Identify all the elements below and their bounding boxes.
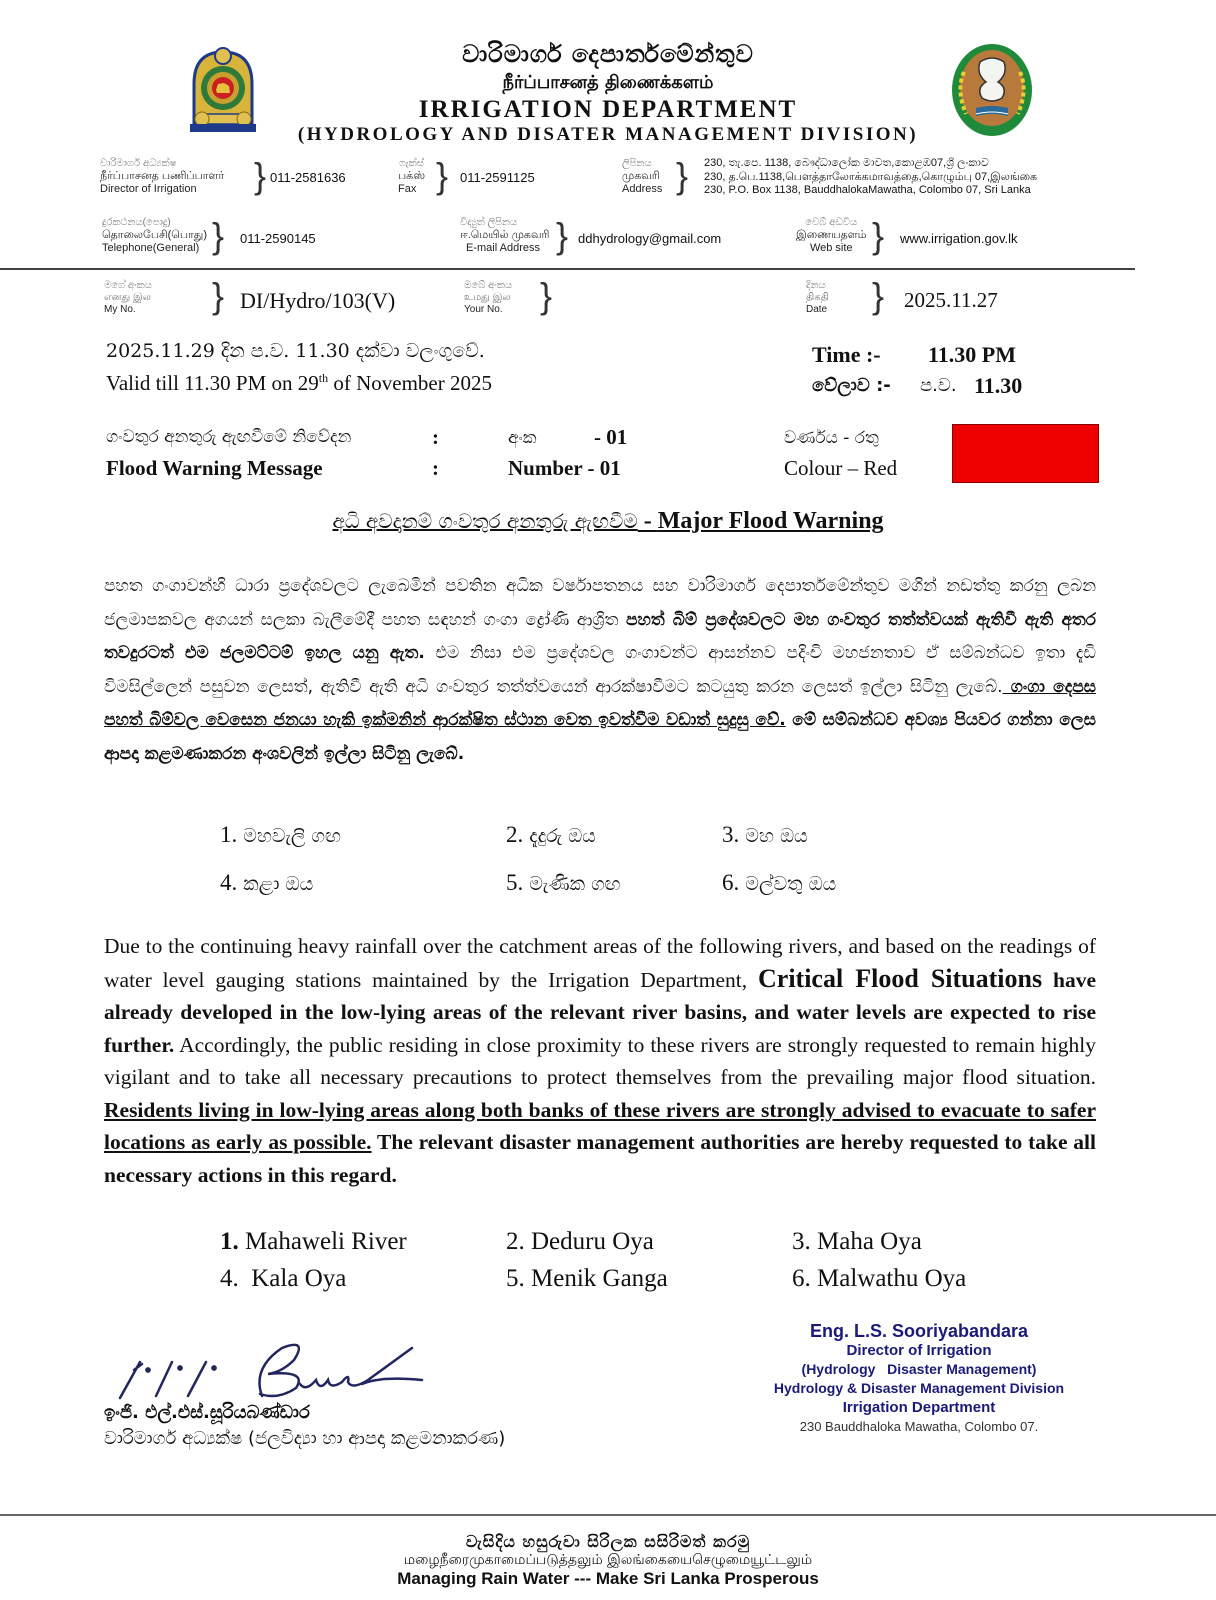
signatory-title-sinhala: වාරිමාර්ග අධ්‍යක්ෂ (ජලවිද්‍යා හා ආපදා කළමනාකරණ) bbox=[104, 1428, 506, 1449]
your-no-label: ඔබේ අංකය உமது இல Your No. bbox=[464, 280, 513, 315]
brace-icon: } bbox=[676, 155, 689, 196]
brace-icon: } bbox=[556, 215, 569, 256]
validity-sinhala: 2025.11.29 දින ප.ව. 11.30 දක්වා වලංගුවේ. bbox=[106, 340, 485, 362]
colon: : bbox=[432, 456, 439, 480]
email-link[interactable]: ddhydrology@gmail.com bbox=[578, 231, 722, 246]
river-si-1: 1. මහවැලි ගඟ bbox=[220, 822, 341, 847]
message-label-si: ගංවතුර අනතුරු ඇඟවීමේ නිවේදන bbox=[106, 427, 352, 447]
fax-label: ෆැක්ස් பக்ஸ் Fax bbox=[398, 158, 426, 195]
time-label-en: Time :- bbox=[812, 342, 881, 367]
brace-icon: } bbox=[212, 215, 225, 256]
official-stamp: Eng. L.S. Sooriyabandara Director of Irrigation (Hydrology Disaster Management) Hydrology & Disaster Management Division Irrigation Department 230 Bauddhaloka Mawatha, Colombo 07. bbox=[773, 1321, 1065, 1434]
warning-title: අධි අවදානම් ගංවතුර අනතුරු ඇඟවීම - Major Flood Warning bbox=[332, 508, 884, 534]
brace-icon: } bbox=[254, 155, 267, 196]
time-value-en: 11.30 PM bbox=[928, 342, 1016, 367]
director-phone: 011-2581636 bbox=[270, 170, 346, 185]
number-en: Number - 01 bbox=[508, 456, 621, 480]
letterhead-title-tamil: நீர்ப்பாசனத் திணைக்களம் bbox=[502, 72, 714, 93]
colour-en: Colour – Red bbox=[784, 456, 898, 480]
letterhead-division: (HYDROLOGY AND DISATER MANAGEMENT DIVISION) bbox=[297, 124, 919, 145]
warning-colour-swatch bbox=[952, 424, 1099, 483]
river-si-4: 4. කළා ඔය bbox=[220, 870, 314, 895]
signatory-name-sinhala: ඉංජි. එල්.එස්.සූරියබණ්ඩාර bbox=[104, 1402, 310, 1423]
river-en-1: 1. Mahaweli River bbox=[220, 1228, 407, 1255]
sinhala-warning-paragraph: පහත ගංගාවන්හි ධාරා ප්‍රදේශවලට ලැබෙමින් පවතින අධික වර්ෂාපතනය සහ වාරිමාර්ග දෙපාර්තමේන්තුව මගින් නඩත්තු කරනු ලබන ජලමාපකවල අගයන් සලකා බැලීමේදී පහත සඳහන් ගංගා ද්‍රෝණි ආශ්‍රිත පහත් බිම් ප්‍රදේශවලට මහ ගංවතුර තත්ත්වයක් ඇතිවී ඇති අතර තවදුරටත් එම ජලමට්ටම් ඉහල යනු ඇත. එම නිසා එම ප්‍රදේශවල ගංගාවන්ට ආසන්නව පදිංචි මහජනතාව ඒ සම්බන්ධව ඉතා දැඩි විමසිල්ලෙන් පසුවන ලෙසත්, ඇතිවී ඇති අධි ගංවතුර තත්ත්වයෙන් ආරක්ෂාවීමට කටයුතු කරන ලෙසත් ඉල්ලා සිටිනු ලැබේ. ගංගා දෙපස පහත් බිම්වල වෙසෙන ජනයා හැකි ඉක්මනින් ආරක්ෂිත ස්ථාන වෙත ඉවත්වීම වඩාත් සුදුසු වේ. මේ සම්බන්ධව අවශ්‍ය පියවර ගන්නා ලෙස ආපදා කළමණාකරන අංශවලින් ඉල්ලා සිටිනු ලැබේ. bbox=[104, 576, 1096, 764]
handwritten-signature-icon bbox=[112, 1340, 432, 1411]
brace-icon: } bbox=[436, 155, 449, 196]
brace-icon: } bbox=[540, 275, 553, 316]
time-value-si: 11.30 bbox=[974, 373, 1023, 398]
footer-slogan-sinhala: වැසිදිය හසුරුවා සිරිලක සසිරිමත් කරමු bbox=[465, 1532, 751, 1551]
telephone-label: දුරකථනය(පොදු) தொலைபேசி(பொது) Telephone(General) bbox=[102, 217, 207, 254]
number-label-si: අංක bbox=[508, 428, 537, 448]
website-label: වෙබ් අඩවිය இணையதளம் Web site bbox=[796, 217, 867, 254]
message-label-en: Flood Warning Message bbox=[106, 456, 323, 480]
letter-date: 2025.11.27 bbox=[904, 288, 998, 312]
river-en-6: 6. Malwathu Oya bbox=[792, 1265, 967, 1292]
director-label: වාරිමාර්ග අධ්‍යක්ෂ நீர்ப்பாசனத பணிப்பாளர் Director of Irrigation bbox=[100, 158, 225, 195]
time-label-si: වේලාව :- bbox=[812, 375, 891, 396]
number-value-si: - 01 bbox=[594, 425, 628, 449]
river-en-5: 5. Menik Ganga bbox=[506, 1265, 668, 1292]
colon: : bbox=[432, 425, 439, 449]
my-no-label: මගේ අංකය எனது இல My No. bbox=[104, 280, 152, 315]
letterhead-title-sinhala: වාරිමාර්ග දෙපාර්තමේන්තුව bbox=[462, 40, 754, 68]
time-prefix-si: ප.ව. bbox=[920, 375, 957, 396]
date-label: දිනය திகதி Date bbox=[806, 280, 829, 315]
river-si-5: 5. මැණික ගඟ bbox=[506, 870, 621, 895]
english-warning-paragraph: Due to the continuing heavy rainfall over the catchment areas of the following rivers, and based on the readings of water level gauging stations maintained by the Irrigation Department, Critical Flood Situations have already developed in the low-lying areas of the relevant river basins, and water levels are expected to rise further. Accordingly, the public residing in close proximity to these rivers are strongly requested to remain highly vigilant and to take all necessary precautions to protect themselves from the prevailing major flood situation. Residents living in low-lying areas along both banks of these rivers are strongly advised to evacuate to safer locations as early as possible. The relevant disaster management authorities are hereby requested to take all necessary actions in this regard. bbox=[104, 934, 1096, 1187]
telephone-number: 011-2590145 bbox=[240, 231, 316, 246]
my-reference-number: DI/Hydro/103(V) bbox=[240, 288, 396, 313]
brace-icon: } bbox=[872, 275, 885, 316]
fax-number: 011-2591125 bbox=[460, 170, 535, 185]
footer-divider bbox=[0, 1514, 1216, 1516]
river-en-4: 4. Kala Oya bbox=[220, 1265, 347, 1292]
brace-icon: } bbox=[872, 215, 885, 256]
river-si-3: 3. මහ ඔය bbox=[722, 822, 808, 847]
email-label: විද්‍යුත් ලිපිනය ஈ.மெயில் முகவரி E-mail Address bbox=[460, 217, 550, 254]
colour-label-si: වර්ණය - රතු bbox=[784, 428, 879, 448]
brace-icon: } bbox=[212, 275, 225, 316]
river-si-6: 6. මල්වතු ඔය bbox=[722, 870, 837, 895]
address-label: ලිපිනය முகவரி Address bbox=[622, 158, 663, 195]
header-divider bbox=[0, 268, 1135, 270]
address-value: 230, තැ.පෙ. 1138, බෞද්ධාලෝක මාවත,කොළඹ07,ශ්‍රී ලංකාව 230, த.பெ.1138,பௌத்தாலோக்கமாவத்தை,கொழும்பு 07,இலங்கை 230, P.O. Box 1138, BauddhalokaMawatha, Colombo 07, Sri Lanka bbox=[704, 157, 1038, 196]
website-link[interactable]: www.irrigation.gov.lk bbox=[900, 231, 1018, 246]
river-en-2: 2. Deduru Oya bbox=[506, 1228, 654, 1255]
validity-english: Valid till 11.30 PM on 29th of November 2025 bbox=[106, 371, 492, 395]
river-si-2: 2. දැදුරු ඔය bbox=[506, 822, 596, 847]
letterhead-title-english: IRRIGATION DEPARTMENT bbox=[418, 96, 798, 123]
footer-slogan-english: Managing Rain Water --- Make Sri Lanka Prosperous bbox=[397, 1569, 819, 1588]
river-en-3: 3. Maha Oya bbox=[792, 1228, 922, 1255]
footer-slogan-tamil: மழைநீரைமுகாமைப்படுத்தலும் இலங்கையைசெழுமையூட்டலும் bbox=[403, 1552, 813, 1568]
